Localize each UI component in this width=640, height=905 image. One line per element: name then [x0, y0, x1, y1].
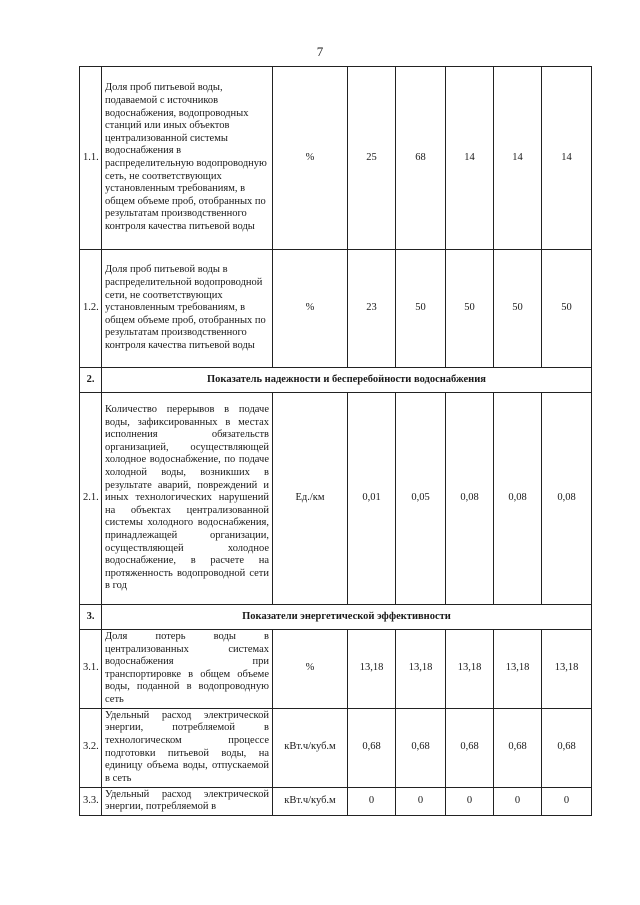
- section-number: 3.: [80, 605, 102, 630]
- row-number: 2.1.: [80, 393, 102, 605]
- table-row: [80, 67, 592, 250]
- value-cell: 0: [446, 787, 494, 815]
- value-cell: 0,01: [348, 393, 396, 605]
- value-cell: 14: [542, 67, 592, 250]
- table-row: [80, 630, 592, 709]
- value-cell: 14: [494, 67, 542, 250]
- indicators-table: [79, 66, 592, 816]
- value-cell: 68: [396, 67, 446, 250]
- unit-cell: %: [273, 67, 348, 250]
- page-number: 7: [316, 44, 324, 59]
- value-cell: 0: [494, 787, 542, 815]
- unit-cell: Ед./км: [273, 393, 348, 605]
- indicator-description: Удельный расход электрической энергии, потребляемой в: [102, 787, 273, 815]
- section-header-row: [80, 605, 592, 630]
- value-cell: 50: [396, 250, 446, 368]
- value-cell: 50: [542, 250, 592, 368]
- value-cell: 0,68: [396, 708, 446, 787]
- value-cell: 0: [348, 787, 396, 815]
- value-cell: 13,18: [494, 630, 542, 709]
- unit-cell: кВт.ч/куб.м: [273, 787, 348, 815]
- section-header-row: [80, 368, 592, 393]
- value-cell: 50: [446, 250, 494, 368]
- row-number: 3.2.: [80, 708, 102, 787]
- value-cell: 0,08: [542, 393, 592, 605]
- value-cell: 13,18: [396, 630, 446, 709]
- value-cell: 0,68: [348, 708, 396, 787]
- row-number: 1.1.: [80, 67, 102, 250]
- unit-cell: кВт.ч/куб.м: [273, 708, 348, 787]
- row-number: 3.1.: [80, 630, 102, 709]
- value-cell: 13,18: [348, 630, 396, 709]
- table-row: [80, 250, 592, 368]
- value-cell: 0,05: [396, 393, 446, 605]
- unit-cell: %: [273, 250, 348, 368]
- value-cell: 13,18: [446, 630, 494, 709]
- value-cell: 0,68: [542, 708, 592, 787]
- value-cell: 50: [494, 250, 542, 368]
- section-title: Показатели энергетической эффективности: [102, 605, 592, 630]
- table-row: [80, 787, 592, 815]
- row-number: 1.2.: [80, 250, 102, 368]
- indicator-description: Количество перерывов в подаче воды, зафиксированных в местах исполнения обязательств организацией, осуществляющей холодное водоснабжение, по подаче холодной воды, возникших в результате аварий, повреждений и иных технологических нарушений на объектах централизованной системы холодного водоснабжения, принадлежащей организации, осуществляющей холодное водоснабжение, в расчете на протяженность водопроводной сети в год: [102, 393, 273, 605]
- section-number: 2.: [80, 368, 102, 393]
- table-row: [80, 708, 592, 787]
- value-cell: 14: [446, 67, 494, 250]
- value-cell: 0,68: [494, 708, 542, 787]
- value-cell: 0: [396, 787, 446, 815]
- table-row: [80, 393, 592, 605]
- value-cell: 0,08: [446, 393, 494, 605]
- indicator-description: Удельный расход электрической энергии, потребляемой в технологическом процессе подготовки питьевой воды, на единицу объема воды, отпускаемой в сеть: [102, 708, 273, 787]
- indicator-description: Доля потерь воды в централизованных системах водоснабжения при транспортировке в общем объеме воды, поданной в водопроводную сеть: [102, 630, 273, 709]
- unit-cell: %: [273, 630, 348, 709]
- value-cell: 0,08: [494, 393, 542, 605]
- value-cell: 25: [348, 67, 396, 250]
- value-cell: 0,68: [446, 708, 494, 787]
- section-title: Показатель надежности и бесперебойности водоснабжения: [102, 368, 592, 393]
- row-number: 3.3.: [80, 787, 102, 815]
- value-cell: 0: [542, 787, 592, 815]
- value-cell: 13,18: [542, 630, 592, 709]
- value-cell: 23: [348, 250, 396, 368]
- indicator-description: Доля проб питьевой воды, подаваемой с источников водоснабжения, водопроводных станций или иных объектов централизованной системы водоснабжения в распределительную водопроводную сеть, не соответствующих установленным требованиям, в общем объеме проб, отобранных по результатам производственного контроля качества питьевой воды: [102, 67, 273, 250]
- indicator-description: Доля проб питьевой воды в распределительной водопроводной сети, не соответствующих установленным требованиям, в общем объеме проб, отобранных по результатам производственного контроля качества питьевой воды: [102, 250, 273, 368]
